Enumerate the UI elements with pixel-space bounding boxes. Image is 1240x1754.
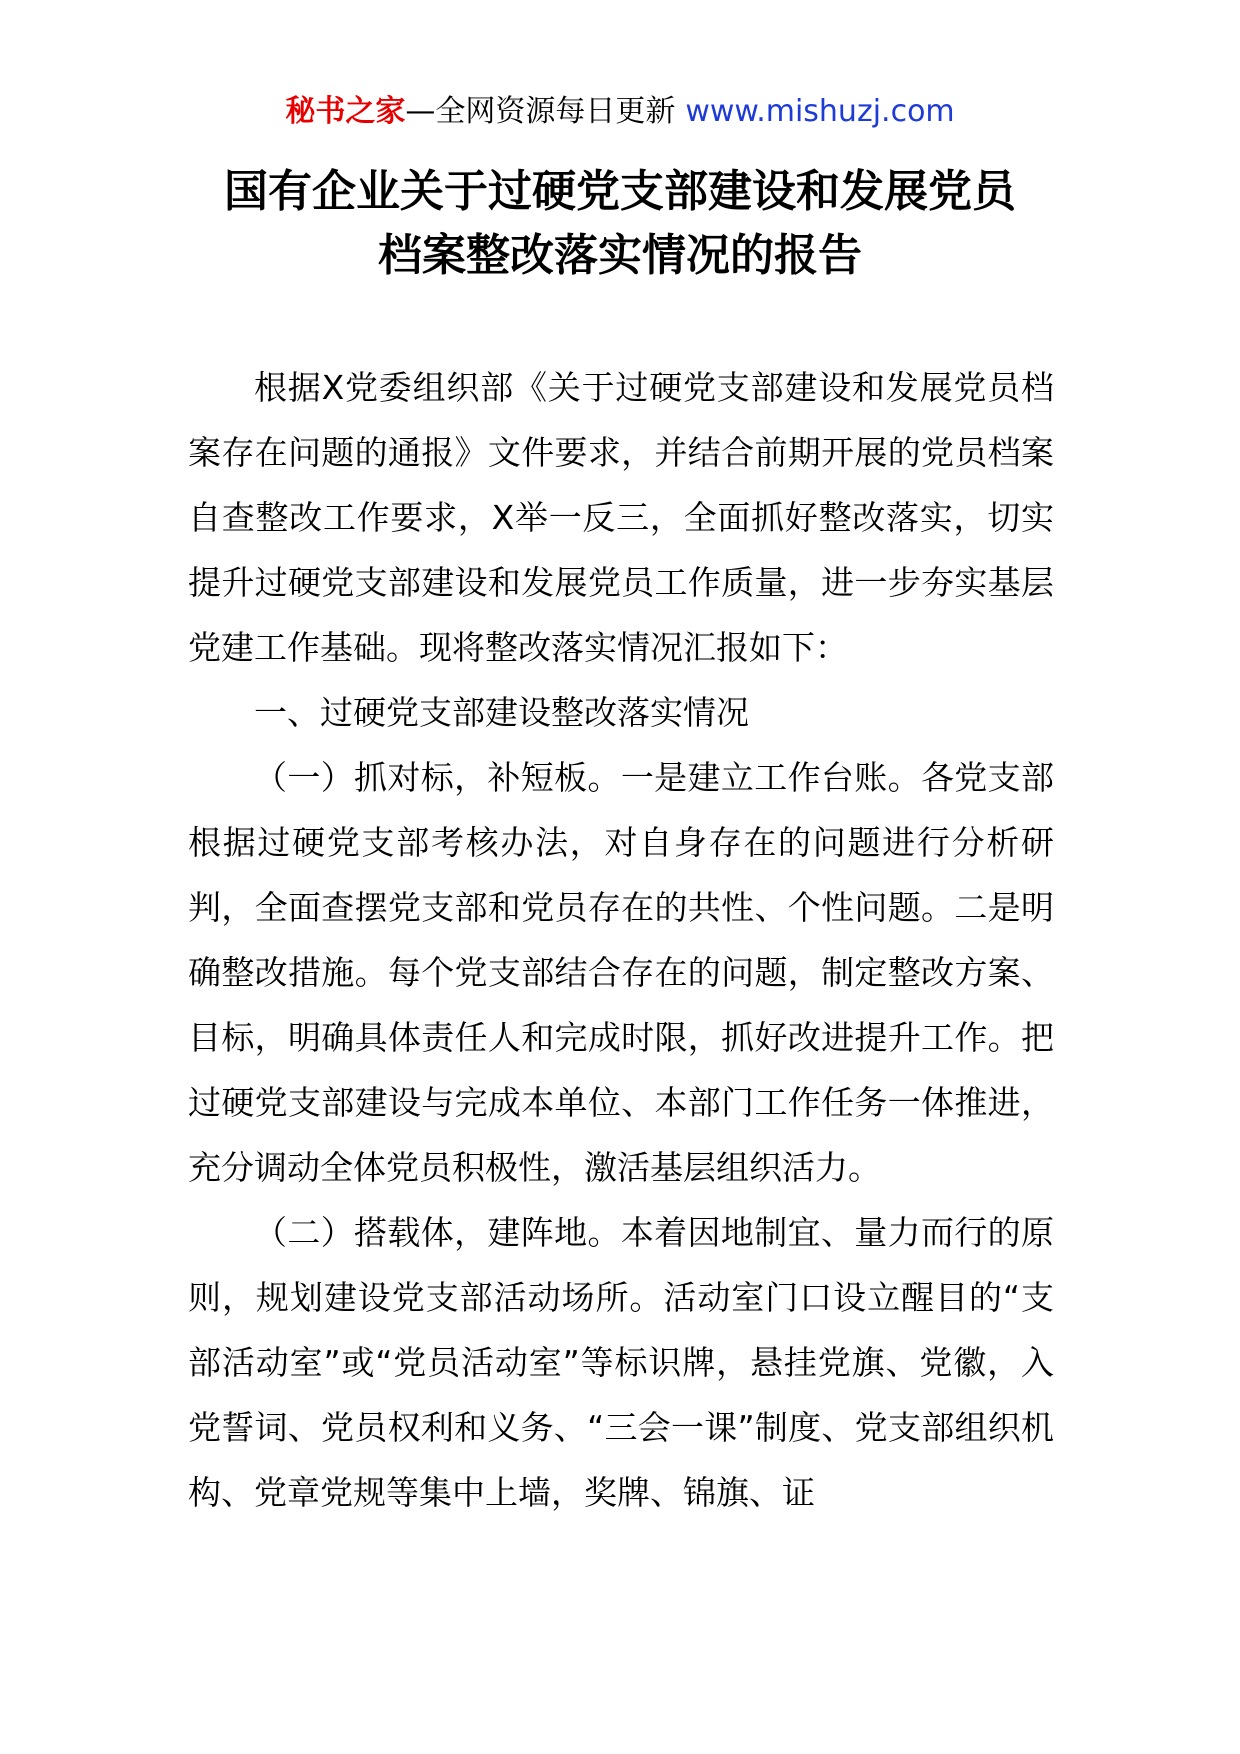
paragraph-intro: 根据X党委组织部《关于过硬党支部建设和发展党员档案存在问题的通报》文件要求，并结合前期开展的党员档案自查整改工作要求，X举一反三，全面抓好整改落实，切实提升过硬党支部建设和发展党员工作质量，进一步夯实基层党建工作基础。现将整改落实情况汇报如下： <box>188 368 1054 667</box>
title-line-1: 国有企业关于过硬党支部建设和发展党员 <box>224 166 1016 217</box>
site-url-link[interactable]: www.mishuzj.com <box>685 94 955 129</box>
site-header <box>0 92 1240 132</box>
paragraph-1-2: （二）搭载体，建阵地。本着因地制宜、量力而行的原则，规划建设党支部活动场所。活动室门口设立醒目的“支部活动室”或“党员活动室”等标识牌，悬挂党旗、党徽，入党誓词、党员权利和义务、“三会一课”制度、党支部组织机构、党章党规等集中上墙，奖牌、锦旗、证 <box>188 1213 1054 1512</box>
document-title <box>0 160 1240 288</box>
paragraph-1-1: （一）抓对标，补短板。一是建立工作台账。各党支部根据过硬党支部考核办法，对自身存在的问题进行分析研判，全面查摆党支部和党员存在的共性、个性问题。二是明确整改措施。每个党支部结合存在的问题，制定整改方案、目标，明确具体责任人和完成时限，抓好改进提升工作。把过硬党支部建设与完成本单位、本部门工作任务一体推进，充分调动全体党员积极性，激活基层组织活力。 <box>188 758 1054 1187</box>
section-heading-1: 一、过硬党支部建设整改落实情况 <box>254 693 749 732</box>
document-body <box>188 355 1054 1525</box>
site-tagline: —全网资源每日更新 <box>405 94 676 129</box>
title-line-2: 档案整改落实情况的报告 <box>378 230 862 281</box>
site-brand: 秘书之家 <box>285 94 406 129</box>
